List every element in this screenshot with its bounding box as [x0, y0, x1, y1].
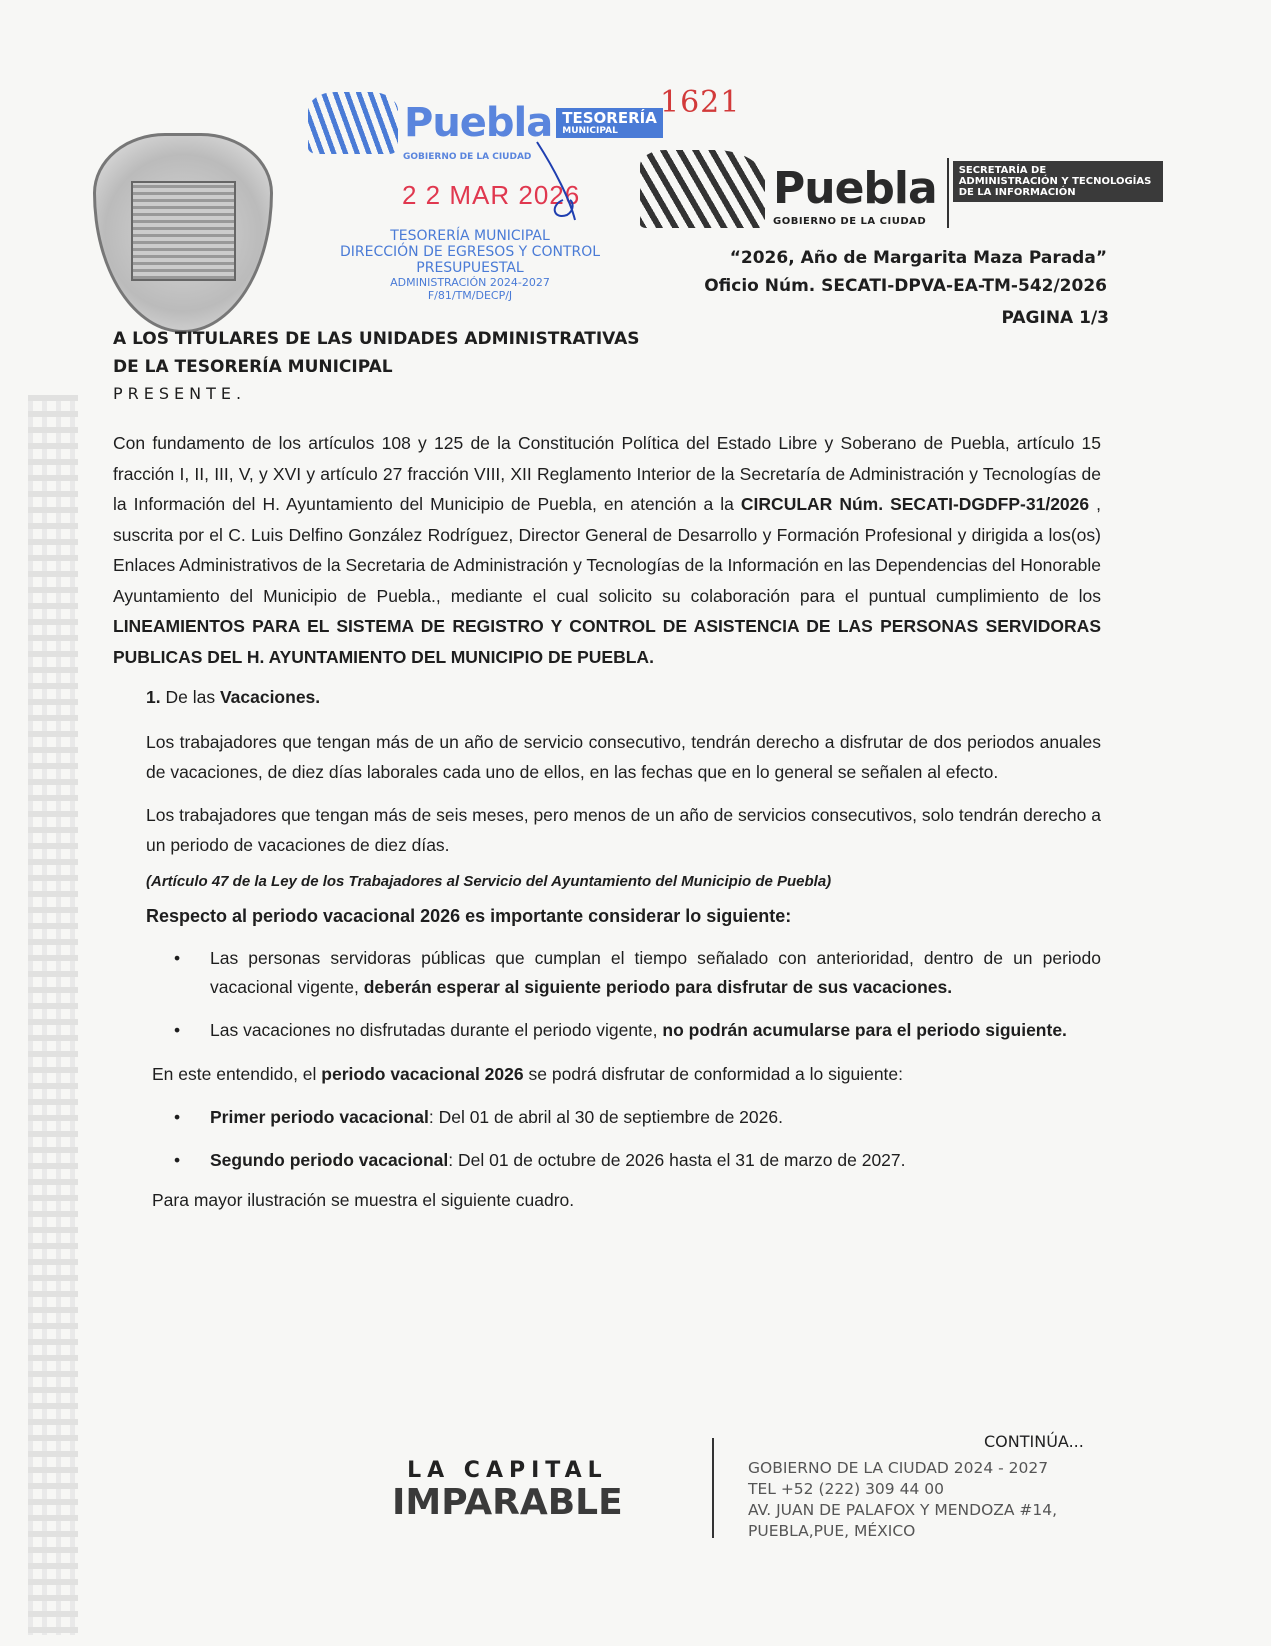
text: En este entendido, el	[152, 1063, 322, 1084]
oficio-number: Oficio Núm. SECATI-DPVA-EA-TM-542/2026	[704, 276, 1107, 296]
period-item	[210, 1103, 1101, 1132]
signature-icon	[535, 140, 585, 230]
puebla-logo-mark	[640, 150, 765, 228]
text: se podrá disfrutar de conformidad a lo siguiente:	[523, 1063, 904, 1084]
continues-label: CONTINÚA...	[984, 1432, 1084, 1451]
footer-contact	[748, 1458, 1057, 1542]
stamp-line: TESORERÍA MUNICIPAL	[390, 228, 550, 244]
section-number: 1.	[146, 687, 161, 707]
stamp-sub: GOBIERNO DE LA CIUDAD	[403, 152, 532, 162]
stamp-unit-name: TESORERÍA	[562, 109, 657, 127]
stamp-brand: Puebla	[404, 100, 553, 146]
stamp-line: PRESUPUESTAL	[416, 260, 524, 276]
text: , suscrita por el C. Luis Delfino González Rodríguez, Director General de Desarrollo y Formación Profesional y dirigida a los(os) Enlaces Administrativos de la Secretaria de Administración y Tecnologías de la Información en las Dependencias del Honorable Ayuntamiento del Municipio de Puebla., mediante el cual solicito su colaboración para el puntual cumplimiento de los	[113, 494, 1102, 606]
puebla-logo-mark	[308, 92, 398, 154]
page-number: PAGINA 1/3	[1001, 308, 1109, 328]
addressee	[113, 325, 640, 381]
folio-number: 1621	[660, 85, 741, 120]
bullet-item	[210, 944, 1101, 1002]
footer-phone: TEL +52 (222) 309 44 00	[748, 1480, 944, 1498]
slogan-line2: IMPARABLE	[392, 1482, 623, 1523]
paragraph: Para mayor ilustración se muestra el siguiente cuadro.	[152, 1190, 575, 1210]
puebla-secati-logo	[640, 150, 1163, 228]
text: Las vacaciones no disfrutadas durante el periodo vigente,	[210, 1019, 663, 1040]
section-heading	[146, 682, 1101, 713]
intro-paragraph	[113, 428, 1101, 672]
paragraph	[152, 1059, 1101, 1090]
logo-sub: GOBIERNO DE LA CIUDAD	[773, 216, 927, 227]
secretariat-badge	[953, 161, 1163, 202]
stamp-unit-sub: MUNICIPAL	[562, 126, 618, 136]
letter-body	[113, 428, 1101, 1216]
period-range: : Del 01 de octubre de 2026 hasta el 31 de marzo de 2027.	[448, 1150, 906, 1170]
period-range: : Del 01 de abril al 30 de septiembre de 2026.	[428, 1107, 783, 1127]
bullet-item	[210, 1016, 1101, 1045]
period-label: Primer periodo vacacional	[210, 1107, 429, 1127]
footer-line: GOBIERNO DE LA CIUDAD 2024 - 2027	[748, 1459, 1049, 1477]
seal-building	[131, 181, 236, 281]
guidelines-title: LINEAMIENTOS PARA EL SISTEMA DE REGISTRO Y CONTROL DE ASISTENCIA DE LAS PERSONAS SERVIDORAS PUBLICAS DEL H. AYUNTAMIENTO DEL MUNICIPIO DE PUEBLA.	[113, 616, 1101, 667]
text-bold: periodo vacacional 2026	[321, 1063, 524, 1084]
sec-line: DE LA INFORMACIÓN	[958, 187, 1076, 198]
period-label: Segundo periodo vacacional	[210, 1150, 449, 1170]
sec-line: ADMINISTRACIÓN Y TECNOLOGÍAS	[958, 176, 1152, 187]
text-bold: deberán esperar al siguiente periodo para disfrutar de sus vacaciones.	[363, 976, 953, 997]
year-motto: “2026, Año de Margarita Maza Parada”	[729, 248, 1107, 268]
period-item	[210, 1146, 1101, 1175]
stamp-line: ADMINISTRACIÓN 2024-2027	[390, 276, 550, 289]
consider-heading: Respecto al periodo vacacional 2026 es importante considerar lo siguiente:	[146, 906, 792, 926]
section-title: Vacaciones.	[219, 687, 321, 707]
decorative-border	[28, 395, 78, 1635]
municipal-coat-of-arms	[93, 133, 273, 333]
text: Con fundamento de los artículos 108 y 125 de la Constitución Política del Estado Libre y Soberano de Puebla, artículo 15 fracción I, II, III, V, y XVI y artículo 27 fracción VIII, XII Reglamento Interior de la Secretaría de Administración y Tecnologías de la Información del H. Ayuntamiento del Municipio de Puebla, en atención a la	[113, 433, 1101, 514]
presente: PRESENTE.	[113, 384, 247, 403]
treasury-stamp-logo	[308, 92, 663, 162]
logo-divider	[947, 158, 949, 228]
logo-brand: Puebla	[773, 163, 937, 214]
addressee-line: A LOS TITULARES DE LAS UNIDADES ADMINISTRATIVAS	[113, 329, 640, 349]
slogan-logo	[392, 1458, 623, 1522]
received-date: 2 2 MAR 2026	[402, 180, 581, 210]
citation: (Artículo 47 de la Ley de los Trabajadores al Servicio del Ayuntamiento del Municipio de Puebla)	[146, 872, 832, 890]
paragraph: Los trabajadores que tengan más de seis meses, pero menos de un año de servicios consecutivos, solo tendrán derecho a un periodo de vacaciones de diez días.	[146, 804, 1101, 855]
text: Las personas servidoras públicas que cumplan el tiempo señalado con anterioridad, dentro de un periodo vacacional vigente,	[210, 947, 1101, 997]
footer-city: PUEBLA,PUE, MÉXICO	[748, 1522, 916, 1540]
document-header	[704, 244, 1107, 332]
text: De las	[160, 687, 220, 707]
sec-line: SECRETARÍA DE	[958, 165, 1047, 176]
stamp-line: F/81/TM/DECP/J	[427, 289, 513, 302]
slogan-line1: LA CAPITAL	[407, 1458, 608, 1483]
text-bold: no podrán acumularse para el periodo siguiente.	[662, 1019, 1067, 1040]
stamp-line: DIRECCIÓN DE EGRESOS Y CONTROL	[339, 244, 601, 260]
footer-address: AV. JUAN DE PALAFOX Y MENDOZA #14,	[748, 1501, 1058, 1519]
paragraph: Los trabajadores que tengan más de un año de servicio consecutivo, tendrán derecho a disfrutar de dos periodos anuales de vacaciones, de diez días laborales cada uno de ellos, en las fechas que en lo general se señalen al efecto.	[146, 731, 1101, 782]
stamp-unit	[556, 108, 663, 138]
circular-ref: CIRCULAR Núm. SECATI-DGDFP-31/2026	[740, 494, 1090, 514]
addressee-line: DE LA TESORERÍA MUNICIPAL	[113, 357, 393, 377]
footer-divider	[712, 1438, 714, 1538]
stamp-text	[320, 228, 620, 302]
